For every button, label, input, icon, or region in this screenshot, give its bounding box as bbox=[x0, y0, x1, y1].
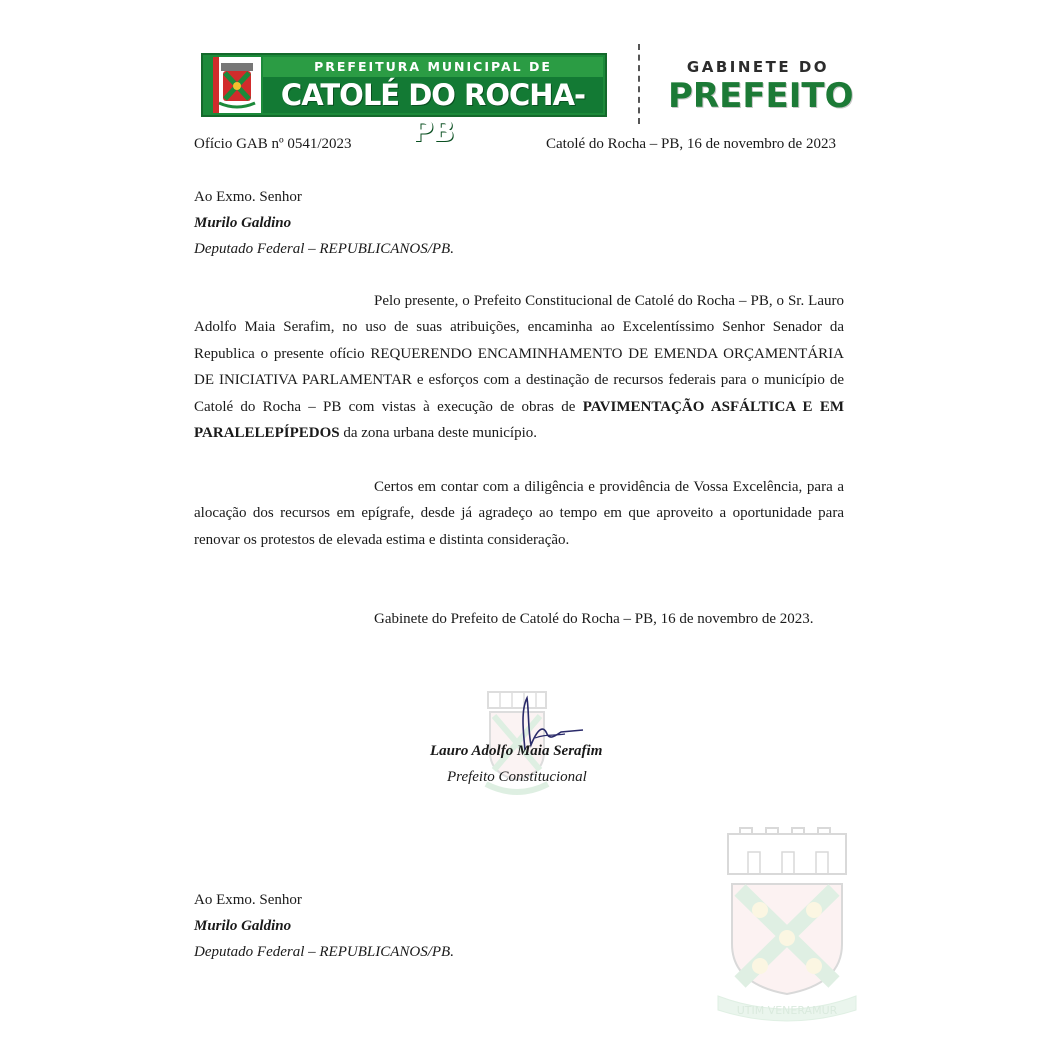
recipient-title: Deputado Federal – REPUBLICANOS/PB. bbox=[194, 241, 454, 257]
header-divider bbox=[638, 44, 640, 124]
recipient-name-bottom: Murilo Galdino bbox=[194, 918, 292, 934]
banner-main-text: CATOLÉ DO ROCHA-PB bbox=[263, 77, 603, 113]
signer-name: Lauro Adolfo Maia Serafim bbox=[430, 743, 603, 759]
banner-top-text: PREFEITURA MUNICIPAL DE bbox=[263, 57, 603, 77]
recipient-salutation-bottom: Ao Exmo. Senhor bbox=[194, 892, 302, 908]
recipient-name: Murilo Galdino bbox=[194, 215, 292, 231]
watermark-motto: UTIM VENERAMUR bbox=[736, 1004, 838, 1017]
coat-of-arms-flag-icon bbox=[205, 57, 261, 113]
paragraph-1-tail: da zona urbana deste município. bbox=[339, 425, 538, 442]
paragraph-1-emphasis: PAVIMENTAÇÃO ASFÁLTICA E EM PARALELEPÍPEDOS bbox=[194, 398, 844, 442]
paragraph-2-text: Certos em contar com a diligência e providência de Vossa Excelência, para a alocação dos recursos em epígrafe, desde já agradeço ao tempo em que aproveito a oportunidade para renovar os protestos de elevada estima e distinta consideração. bbox=[194, 479, 844, 548]
paragraph-1-text: Pelo presente, o Prefeito Constitucional de Catolé do Rocha – PB, o Sr. Lauro Adolfo Maia Serafim, no uso de suas atribuições, encaminha ao Excelentíssimo Senhor Senador da Republica o presente ofício REQUERENDO ENCAMINHAMENTO DE EMENDA ORÇAMENTÁRIA DE INICIATIVA PARLAMENTAR e esforços com a destinação de recursos federais para o município de Catolé do Rocha – PB com vistas à execução de obras de bbox=[194, 293, 844, 415]
letter-place-date: Catolé do Rocha – PB, 16 de novembro de 2023 bbox=[546, 136, 836, 152]
recipient-title-bottom: Deputado Federal – REPUBLICANOS/PB. bbox=[194, 944, 454, 960]
body-paragraph-2 bbox=[194, 474, 844, 553]
letter-reference: Ofício GAB nº 0541/2023 bbox=[194, 136, 352, 152]
signer-role: Prefeito Constitucional bbox=[447, 769, 587, 785]
recipient-salutation: Ao Exmo. Senhor bbox=[194, 189, 302, 205]
body-paragraph-1 bbox=[194, 288, 844, 446]
closing-line: Gabinete do Prefeito de Catolé do Rocha – PB, 16 de novembro de 2023. bbox=[374, 611, 814, 627]
cabinet-label: GABINETE DO bbox=[686, 58, 830, 76]
cabinet-title: PREFEITO bbox=[668, 76, 854, 116]
coat-of-arms-watermark-large bbox=[712, 826, 862, 1026]
